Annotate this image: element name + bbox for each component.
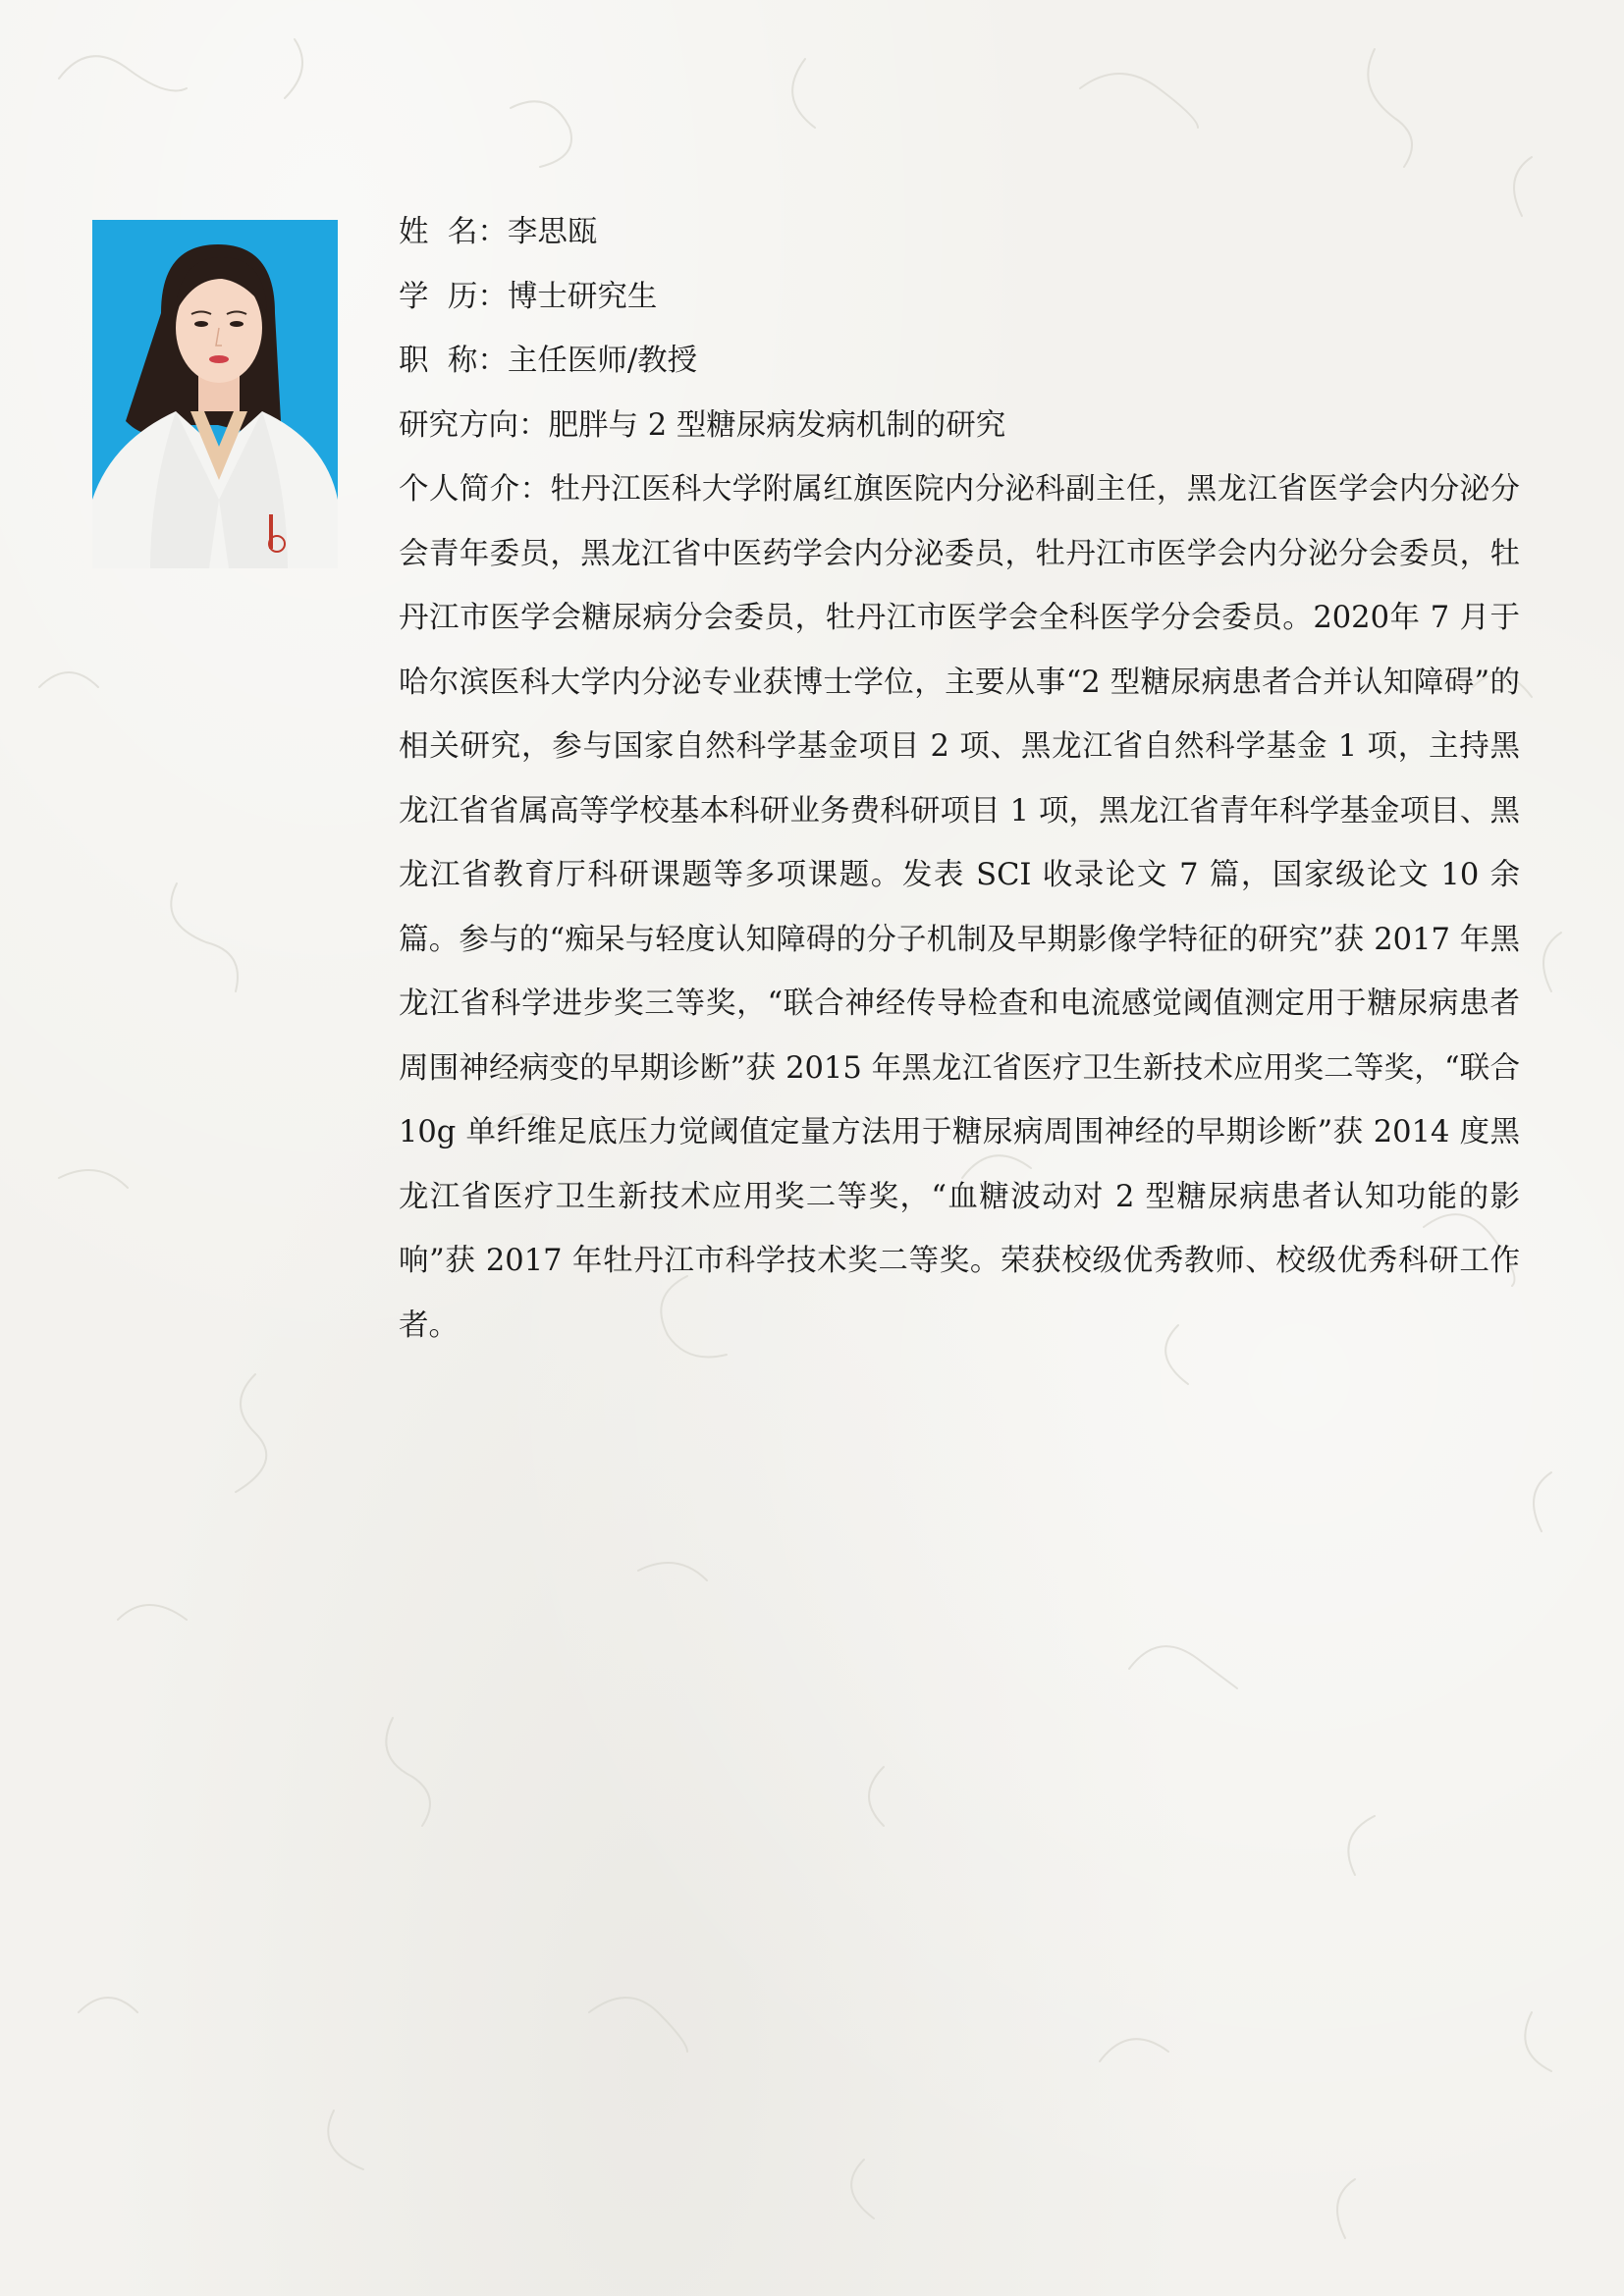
education-value: 博士研究生 <box>507 279 658 314</box>
title-value: 主任医师/教授 <box>507 344 698 378</box>
research-value: 肥胖与 2 型糖尿病发病机制的研究 <box>548 407 1006 443</box>
name-value: 李思瓯 <box>507 215 598 249</box>
bio-label: 个人简介： <box>399 472 551 507</box>
education-label: 学 历： <box>399 279 508 314</box>
bio-paragraph <box>399 457 1520 1358</box>
name-label: 姓 名： <box>399 215 508 249</box>
research-row <box>399 394 1520 458</box>
research-label: 研究方向： <box>399 407 549 443</box>
education-row <box>399 265 1520 330</box>
bio-text: 牡丹江医科大学附属红旗医院内分泌科副主任，黑龙江省医学会内分泌分会青年委员，黑龙江省中医药学会内分泌委员，牡丹江市医学会内分泌分会委员，牡丹江市医学会糖尿病分会委员，牡丹江市医学会全科医学分会委员。2020年 7 月于哈尔滨医科大学内分泌专业获博士学位，主要从事“2 型糖尿病患者合并认知障碍”的相关研究，参与国家自然科学基金项目 2 项、黑龙江省自然科学基金 1 项，主持黑龙江省省属高等学校基本科研业务费科研项目 1 项，黑龙江省青年科学基金项目、黑龙江省教育厅科研课题等多项课题。发表 SCI 收录论文 7 篇，国家级论文 10 余篇。参与的“痴呆与轻度认知障碍的分子机制及早期影像学特征的研究”获 2017 年黑龙江省科学进步奖三等奖，“联合神经传导检查和电流感觉阈值测定用于糖尿病患者周围神经病变的早期诊断”获 2015 年黑龙江省医疗卫生新技术应用奖二等奖，“联合 10g 单纤维足底压力觉阈值定量方法用于糖尿病周围神经的早期诊断”获 2014 度黑龙江省医疗卫生新技术应用奖二等奖，“血糖波动对 2 型糖尿病患者认知功能的影响”获 2017 年牡丹江市科学技术奖二等奖。荣获校级优秀教师、校级优秀科研工作者。 <box>399 472 1520 1343</box>
name-row <box>399 200 1520 265</box>
portrait-photo <box>92 220 338 568</box>
profile-text <box>399 200 1520 1358</box>
title-label: 职 称： <box>399 344 508 378</box>
title-row <box>399 329 1520 394</box>
